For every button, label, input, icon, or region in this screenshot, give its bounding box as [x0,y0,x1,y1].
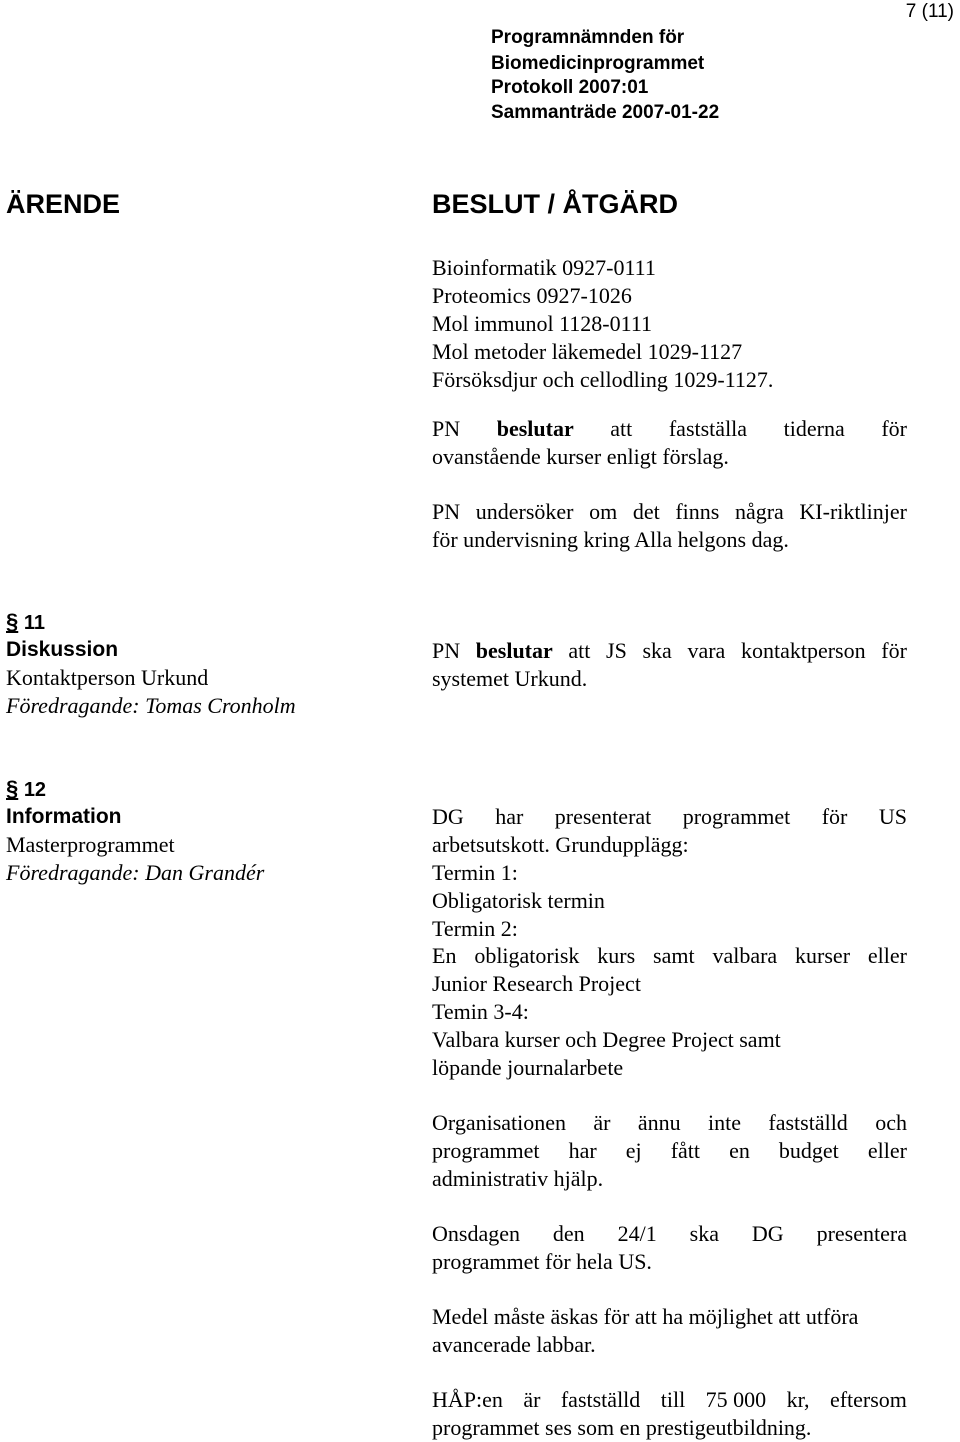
item11-presenter: Föredragande: Tomas Cronholm [6,693,296,718]
word: fastställd [768,1110,848,1135]
item11-title: Kontaktperson Urkund [6,665,209,690]
word: samt [653,943,695,968]
decision-guidelines-line: för undervisning kring Alla helgons dag. [432,527,789,552]
word: eller [867,1138,907,1163]
word: ännu [637,1110,681,1135]
decision-schedule-line: ovanstående kurser enligt förslag. [432,444,729,469]
word: En [432,943,457,968]
item12-text-line: Termin 1: [432,860,518,885]
word: KI-riktlinjer [799,499,907,524]
item12-text-line [432,803,907,831]
word: PN [432,638,461,663]
word: PN [432,416,461,441]
item12-organisation-line [432,1109,907,1137]
item12-text-line: Termin 2: [432,916,518,941]
word: presenterat [554,804,652,829]
word: för [881,638,907,663]
paragraph-number: 12 [23,779,47,801]
paragraph-number: 11 [23,612,45,634]
word: det [632,499,660,524]
word: fastställa [668,416,748,441]
word-bold: beslutar [475,638,553,663]
item11-category: Diskussion [6,638,119,661]
word: kontaktperson [740,638,866,663]
word: kurser [795,943,851,968]
item12-presentation-line: programmet för hela US. [432,1249,652,1274]
word: programmet [432,1138,540,1163]
item12-presenter: Föredragande: Dan Grandér [6,860,265,885]
word: DG [432,804,464,829]
course-line: Mol metoder läkemedel 1029-1127 [432,339,743,364]
word: PN [432,499,461,524]
word: den [552,1221,585,1246]
item11-decision-line: systemet Urkund. [432,666,588,691]
word: undersöker [475,499,574,524]
item12-text-line: Obligatorisk termin [432,888,605,913]
paragraph-symbol: § [6,776,19,801]
word: ska [689,1221,719,1246]
item12-title: Masterprogrammet [6,832,175,857]
item12-text-line: löpande journalarbete [432,1055,624,1080]
word: inte [708,1110,741,1135]
item12-organisation-line [432,1137,907,1165]
word: en [729,1138,750,1163]
word: Onsdagen [432,1221,520,1246]
word: till [660,1387,686,1412]
word: fastställd [560,1387,641,1412]
item12-text-line: arbetsutskott. Grundupplägg: [432,832,689,857]
word: kurs [597,943,636,968]
word: för [881,416,907,441]
item12-hap-line [432,1386,907,1414]
word: fått [670,1138,701,1163]
word: 75 000 [705,1387,767,1412]
word: eller [867,943,907,968]
item12-text-line [432,942,907,970]
word: presentera [816,1221,907,1246]
word: valbara [712,943,778,968]
item12-funding-line: Medel måste äskas för att ha möjlighet att utföra [432,1304,859,1329]
item12-presentation-line [432,1220,907,1248]
course-line: Försöksdjur och cellodling 1029-1127. [432,367,774,392]
word: för [821,804,848,829]
course-line: Bioinformatik 0927-0111 [432,255,656,280]
word: om [589,499,618,524]
word: budget [778,1138,839,1163]
word: finns [675,499,720,524]
word: har [568,1138,597,1163]
item12-funding-line: avancerade labbar. [432,1332,596,1357]
word: ej [625,1138,642,1163]
paragraph-number-11 [6,608,45,637]
word: tiderna [783,416,845,441]
word-bold: beslutar [496,416,574,441]
column-heading-arende: ÄRENDE [6,189,121,219]
item12-text-line: Junior Research Project [432,971,641,996]
word: att [610,416,633,441]
page-number: 7 (11) [905,1,954,22]
item12-hap-line: programmet ses som en prestigeutbildning. [432,1415,812,1440]
paragraph-symbol: § [6,609,19,634]
item12-organisation-line: administrativ hjälp. [432,1166,604,1191]
course-line: Proteomics 0927-1026 [432,283,632,308]
word: 24/1 [617,1221,657,1246]
word: US [878,804,907,829]
word: och [875,1110,907,1135]
paragraph-number-12 [6,775,46,804]
word: att [568,638,591,663]
word: HÅP:en [432,1387,503,1412]
word: Organisationen [432,1110,567,1135]
decision-guidelines-line [432,498,907,526]
header-meeting-date: Sammanträde 2007-01-22 [491,102,720,123]
word: JS [606,638,627,663]
header-protocol: Protokoll 2007:01 [491,77,649,98]
word: har [495,804,524,829]
decision-schedule-line [432,415,907,443]
course-line: Mol immunol 1128-0111 [432,311,652,336]
header-committee: Programnämnden för [491,27,685,48]
word: några [734,499,784,524]
word: är [523,1387,541,1412]
word: vara [687,638,726,663]
word: programmet [682,804,791,829]
word: obligatorisk [474,943,580,968]
word: är [593,1110,611,1135]
item12-category: Information [6,805,122,828]
word: eftersom [829,1387,907,1412]
item12-text-line: Valbara kurser och Degree Project samt [432,1027,781,1052]
word: ska [642,638,672,663]
item12-text-line: Temin 3-4: [432,999,529,1024]
column-heading-beslut: BESLUT / ÅTGÄRD [432,189,678,219]
word: kr, [786,1387,810,1412]
item11-decision-line [432,637,907,665]
header-program: Biomedicinprogrammet [491,53,705,74]
word: DG [751,1221,784,1246]
